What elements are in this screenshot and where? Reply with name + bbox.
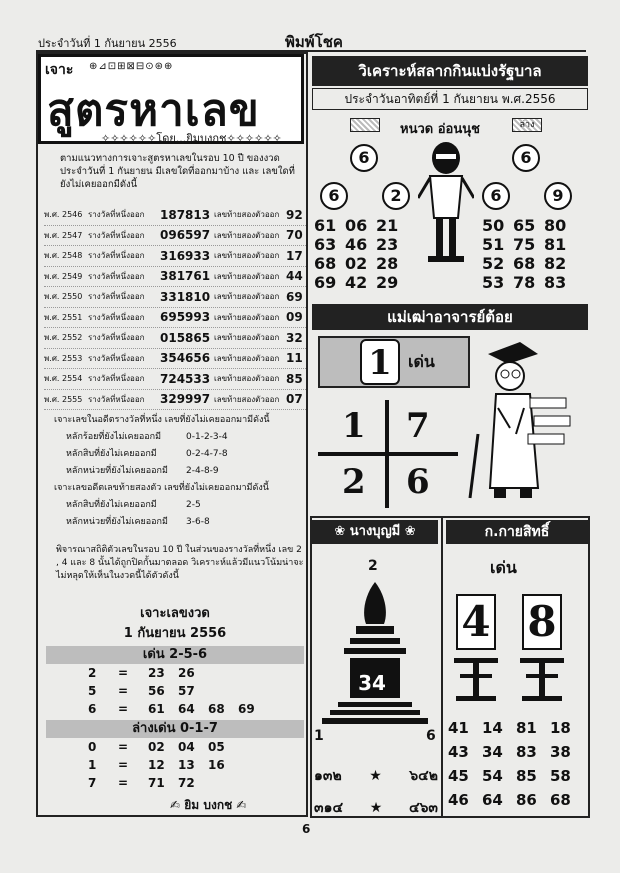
- pair-row: [88, 702, 288, 720]
- pair-cell: =: [118, 776, 129, 790]
- star-number: ๓๑๔: [314, 800, 344, 816]
- history-last-two: 44: [286, 269, 303, 284]
- grid-row: [482, 254, 575, 273]
- history-label: รางวัลที่หนึ่งออก: [88, 292, 145, 302]
- vote-date: 1 กันยายน 2556: [123, 626, 227, 641]
- grid-cell: 53: [482, 273, 505, 292]
- history-last-two: 09: [286, 310, 303, 325]
- box1-grid-left: [314, 216, 407, 292]
- grid-cell: 50: [482, 216, 505, 235]
- pair-cell: 57: [178, 684, 195, 698]
- pair-cell: 23: [148, 666, 165, 680]
- grid-row: [314, 254, 407, 273]
- grid-cell: 63: [314, 235, 337, 254]
- grid-cell: 83: [516, 743, 537, 761]
- history-label: รางวัลที่หนึ่งออก: [88, 271, 145, 281]
- lead-bar: เด่น 2-5-6: [46, 646, 304, 664]
- pagoda-number: 34: [352, 668, 392, 698]
- history-label: เลขท้ายสองตัวออก: [214, 210, 280, 220]
- star-icon: ★: [369, 768, 382, 784]
- history-label: เลขท้ายสองตัวออก: [214, 230, 280, 240]
- grid-cell: 80: [544, 216, 567, 235]
- pair-row: [88, 758, 288, 776]
- grid-cell: 69: [314, 273, 337, 292]
- grid-cell: 21: [376, 216, 399, 235]
- grid-row: [314, 273, 407, 292]
- title-prefix: เจาะ: [45, 62, 74, 78]
- box4-title: ก.กายสิทธิ์: [446, 520, 588, 544]
- star-rows: [314, 760, 438, 824]
- grid-cell: 14: [482, 719, 503, 737]
- history-label: รางวัลที่หนึ่งออก: [88, 312, 145, 322]
- history-label: เลขท้ายสองตัวออก: [214, 271, 280, 281]
- grid-cell: 64: [482, 791, 503, 809]
- history-year: พ.ศ. 2547: [44, 230, 83, 240]
- box3-title: ❀ นางบุญมี ❀: [312, 520, 438, 544]
- analysis-value: 0-2-4-7-8: [186, 449, 228, 459]
- grid-cell: 46: [345, 235, 368, 254]
- history-first-prize: 354656: [160, 351, 211, 366]
- grid-cell: 46: [448, 791, 469, 809]
- grid-cell: 85: [516, 767, 537, 785]
- box1-subtitle: หนวด อ่อนนุช: [400, 122, 480, 137]
- history-first-prize: 331810: [160, 289, 211, 304]
- grid-cell: 51: [482, 235, 505, 254]
- history-row: [44, 328, 306, 349]
- title-box: [38, 54, 304, 144]
- ball: 6: [482, 182, 510, 210]
- history-first-prize: 724533: [160, 371, 211, 386]
- history-row: [44, 287, 306, 308]
- grid-cell: 86: [516, 791, 537, 809]
- history-first-prize: 187813: [160, 207, 211, 222]
- history-label: รางวัลที่หนึ่งออก: [88, 394, 145, 404]
- history-label: รางวัลที่หนึ่งออก: [88, 333, 145, 343]
- pair-cell: 04: [178, 740, 195, 754]
- grid-row: [482, 235, 575, 254]
- grid-row: [482, 273, 575, 292]
- signature: ✍ ยิม บงกช ✍: [170, 798, 247, 812]
- cross-number: 7: [406, 406, 430, 446]
- history-year: พ.ศ. 2554: [44, 374, 83, 384]
- intro-text: ตามแนวทางการเจาะสูตรหาเลขในรอบ 10 ปี ของงวดประจำวันที่ 1 กันยายน มีเลขใดที่ออกมาบ้าง และ เลขใดที่ยังไม่เคยออกมีดังนี้: [60, 153, 295, 190]
- hatch-swatch: [350, 118, 380, 132]
- history-label: เลขท้ายสองตัวออก: [214, 251, 280, 261]
- star-row: [314, 760, 438, 792]
- grid-cell: 61: [314, 216, 337, 235]
- page-number: 6: [302, 822, 311, 836]
- grid-cell: 75: [513, 235, 536, 254]
- box1-date: ประจำวันอาทิตย์ที่ 1 กันยายน พ.ศ.2556: [312, 88, 588, 110]
- analysis2-heading: เจาะเลขอดีตเลขท้ายสองตัว เลขที่ยังไม่เคยออกมามีดังนี้: [54, 483, 269, 493]
- history-label: เลขท้ายสองตัวออก: [214, 394, 280, 404]
- cross-number: 2: [342, 462, 366, 502]
- header-date: ประจำวันที่ 1 กันยายน 2556: [38, 37, 177, 50]
- grid-cell: 45: [448, 767, 469, 785]
- history-last-two: 17: [286, 248, 303, 263]
- pagoda-icon: [320, 578, 430, 728]
- pagoda-left-number: 1: [314, 728, 324, 744]
- history-row: [44, 267, 306, 288]
- grid-cell: 29: [376, 273, 399, 292]
- lead-pairs: [88, 666, 288, 720]
- history-label: เลขท้ายสองตัวออก: [214, 353, 280, 363]
- pair-cell: 26: [178, 666, 195, 680]
- grid-cell: 23: [376, 235, 399, 254]
- box1-grid-right: [482, 216, 575, 292]
- history-table: [44, 205, 306, 410]
- history-label: รางวัลที่หนึ่งออก: [88, 210, 145, 220]
- pair-cell: 7: [88, 776, 97, 790]
- grid-cell: 38: [550, 743, 571, 761]
- analysis-value: 2-4-8-9: [186, 466, 219, 476]
- pair-cell: 6: [88, 702, 97, 716]
- history-last-two: 69: [286, 289, 303, 304]
- grid-row: [448, 716, 584, 740]
- card-stand-icon: [520, 658, 564, 702]
- history-last-two: 07: [286, 392, 303, 407]
- history-row: [44, 205, 306, 226]
- pagoda-top-number: 2: [368, 558, 378, 574]
- analysis2-row: [54, 497, 309, 514]
- cross-grid: [318, 400, 458, 508]
- card-stand-icon: [454, 658, 498, 702]
- grid-cell: 81: [544, 235, 567, 254]
- star-icon: ★: [369, 800, 383, 816]
- history-last-two: 85: [286, 371, 303, 386]
- star-number: ๔๖๓: [408, 800, 438, 816]
- history-label: เลขท้ายสองตัวออก: [214, 333, 280, 343]
- pair-cell: 72: [178, 776, 195, 790]
- grid-cell: 42: [345, 273, 368, 292]
- zodiac-symbols-icon: ⊕⊿⊡⊞⊠⊟⊙⊛⊕: [89, 61, 174, 72]
- pair-cell: =: [118, 666, 129, 680]
- analysis-label: หลักหน่วยที่ยังไม่เคยออกมี: [66, 466, 168, 476]
- vote-title: เจาะเลขงวด: [140, 606, 210, 621]
- pair-row: [88, 740, 288, 758]
- history-label: รางวัลที่หนึ่งออก: [88, 353, 145, 363]
- history-row: [44, 349, 306, 370]
- box2-lead-label: เด่น: [408, 352, 435, 371]
- history-label: รางวัลที่หนึ่งออก: [88, 374, 145, 384]
- analysis1-row: [54, 429, 309, 446]
- pair-cell: 61: [148, 702, 165, 716]
- analysis-label: หลักสิบที่ยังไม่เคยออกมี: [66, 500, 157, 510]
- pair-row: [88, 666, 288, 684]
- box2-title: แม่เฒ่าอาจารย์ต้อย: [312, 304, 588, 330]
- summary-text: พิจารณาสถิติตัวเลขในรอบ 10 ปี ในส่วนของรางวัลที่หนึ่ง เลข 2 , 4 และ 8 นั้นได้ถูกปิดกั้นมาตลอด วิเคราะห์แล้วมีแนวโน้มน่าจะไม่หลุดให้เห็นในงวดนี้ได้ตัวดังนี้: [56, 545, 304, 581]
- analysis-value: 2-5: [186, 500, 201, 510]
- history-first-prize: 695993: [160, 310, 211, 325]
- history-year: พ.ศ. 2548: [44, 251, 83, 261]
- history-last-two: 11: [286, 351, 303, 366]
- history-label: รางวัลที่หนึ่งออก: [88, 230, 145, 240]
- grid-cell: 43: [448, 743, 469, 761]
- analysis1-row: [54, 463, 309, 480]
- grid-row: [482, 216, 575, 235]
- pair-cell: 5: [88, 684, 97, 698]
- lower-bar: ล่างเด่น 0-1-7: [46, 720, 304, 738]
- grid-cell: 18: [550, 719, 571, 737]
- grid-cell: 06: [345, 216, 368, 235]
- pair-row: [88, 684, 288, 702]
- pair-cell: 13: [178, 758, 195, 772]
- ball: 2: [382, 182, 410, 210]
- grid-cell: 83: [544, 273, 567, 292]
- grid-cell: 52: [482, 254, 505, 273]
- history-year: พ.ศ. 2550: [44, 292, 83, 302]
- star-row: [314, 792, 438, 824]
- star-number: ๑๓๒: [314, 768, 342, 784]
- history-label: เลขท้ายสองตัวออก: [214, 312, 280, 322]
- pair-cell: 2: [88, 666, 97, 680]
- pagoda-right-number: 6: [426, 728, 436, 744]
- box2-lead-number: 1: [360, 339, 400, 385]
- ball: 6: [512, 144, 540, 172]
- lead-card: 4: [456, 594, 496, 650]
- header-publication: พิมพ์โชค: [285, 33, 343, 51]
- pair-cell: 02: [148, 740, 165, 754]
- grid-row: [314, 216, 407, 235]
- history-label: รางวัลที่หนึ่งออก: [88, 251, 145, 261]
- analysis-label: หลักสิบที่ยังไม่เคยออกมี: [66, 449, 157, 459]
- pair-cell: =: [118, 702, 129, 716]
- history-year: พ.ศ. 2552: [44, 333, 83, 343]
- analysis1-heading: เจาะเลขในอดีตรางวัลที่หนึ่ง เลขที่ยังไม่เคยออกมามีดังนี้: [54, 415, 270, 425]
- history-first-prize: 015865: [160, 330, 211, 345]
- analysis-value: 0-1-2-3-4: [186, 432, 228, 442]
- lead-card: 8: [522, 594, 562, 650]
- history-last-two: 70: [286, 228, 303, 243]
- history-first-prize: 316933: [160, 248, 211, 263]
- history-year: พ.ศ. 2551: [44, 312, 83, 322]
- pair-row: [88, 776, 288, 794]
- title-main: สูตรหาเลข: [47, 85, 260, 136]
- history-year: พ.ศ. 2549: [44, 271, 83, 281]
- analysis2-row: [54, 514, 309, 531]
- cartoon-figure-icon: [418, 138, 474, 270]
- grid-cell: 34: [482, 743, 503, 761]
- pair-cell: =: [118, 684, 129, 698]
- history-label: เลขท้ายสองตัวออก: [214, 292, 280, 302]
- grid-cell: 82: [544, 254, 567, 273]
- history-last-two: 92: [286, 207, 303, 222]
- cross-number: 6: [406, 462, 430, 502]
- grid-row: [448, 740, 584, 764]
- analysis1-row: [54, 446, 309, 463]
- history-first-prize: 381761: [160, 269, 211, 284]
- analysis-section: [54, 412, 309, 531]
- ball: 9: [544, 182, 572, 210]
- history-year: พ.ศ. 2555: [44, 394, 83, 404]
- grid-cell: 58: [550, 767, 571, 785]
- cross-horizontal: [318, 452, 458, 456]
- lower-pairs: [88, 740, 288, 794]
- grid-cell: 54: [482, 767, 503, 785]
- star-number: ๖๔๒: [409, 768, 438, 784]
- box4-grid: [448, 716, 584, 812]
- grid-row: [314, 235, 407, 254]
- analysis-label: หลักร้อยที่ยังไม่เคยออกมี: [66, 432, 162, 442]
- pair-cell: 1: [88, 758, 97, 772]
- box4-lead-label: เด่น: [490, 558, 517, 577]
- grid-cell: 81: [516, 719, 537, 737]
- history-year: พ.ศ. 2553: [44, 353, 83, 363]
- grid-cell: 78: [513, 273, 536, 292]
- pair-cell: 56: [148, 684, 165, 698]
- history-row: [44, 308, 306, 329]
- grid-cell: 68: [513, 254, 536, 273]
- history-row: [44, 226, 306, 247]
- pair-cell: 16: [208, 758, 225, 772]
- pair-cell: 05: [208, 740, 225, 754]
- history-last-two: 32: [286, 330, 303, 345]
- pair-cell: 69: [238, 702, 255, 716]
- analysis-label: หลักหน่วยที่ยังไม่เคยออกมี: [66, 517, 168, 527]
- grid-cell: 68: [314, 254, 337, 273]
- column-divider: [441, 518, 443, 818]
- history-year: พ.ศ. 2546: [44, 210, 83, 220]
- grid-cell: 02: [345, 254, 368, 273]
- cross-number: 1: [342, 406, 366, 446]
- grid-cell: 28: [376, 254, 399, 273]
- history-row: [44, 246, 306, 267]
- box1-title: วิเคราะห์สลากกินแบ่งรัฐบาล: [312, 56, 588, 86]
- history-row: [44, 369, 306, 390]
- pair-cell: =: [118, 758, 129, 772]
- grid-cell: 68: [550, 791, 571, 809]
- pair-cell: 68: [208, 702, 225, 716]
- pair-cell: 64: [178, 702, 195, 716]
- box1-tag: ล่าง: [512, 118, 542, 132]
- ball: 6: [320, 182, 348, 210]
- analysis-value: 3-6-8: [186, 517, 210, 527]
- pair-cell: =: [118, 740, 129, 754]
- grid-cell: 41: [448, 719, 469, 737]
- pair-cell: 0: [88, 740, 97, 754]
- grid-row: [448, 788, 584, 812]
- vote-heading: [46, 604, 304, 644]
- history-first-prize: 329997: [160, 392, 211, 407]
- grid-row: [448, 764, 584, 788]
- pair-cell: 12: [148, 758, 165, 772]
- history-row: [44, 390, 306, 411]
- title-byline: ✧✧✧✧✧✧โดย...ยิมบงกช✧✧✧✧✧✧: [101, 132, 282, 145]
- old-teacher-cartoon-icon: [468, 338, 578, 508]
- history-first-prize: 096597: [160, 228, 211, 243]
- ball: 6: [350, 144, 378, 172]
- history-label: เลขท้ายสองตัวออก: [214, 374, 280, 384]
- pair-cell: 71: [148, 776, 165, 790]
- grid-cell: 65: [513, 216, 536, 235]
